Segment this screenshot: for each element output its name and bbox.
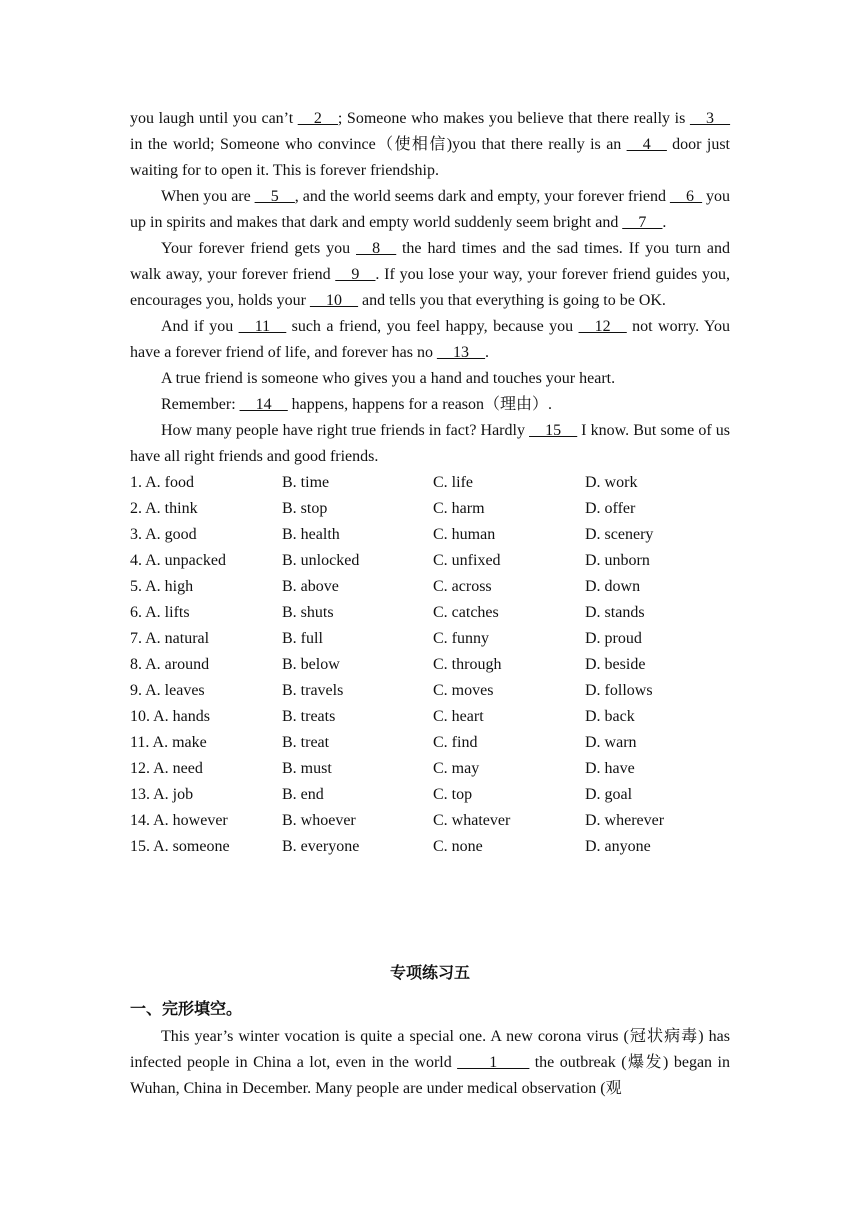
option-b[interactable]: B. health <box>282 526 340 543</box>
paragraph-2-1 <box>130 1024 730 1102</box>
option-b[interactable]: B. everyone <box>282 838 360 855</box>
blank-5[interactable]: __5__ <box>254 188 295 205</box>
paragraph-1 <box>130 106 730 184</box>
option-c[interactable]: C. whatever <box>433 812 511 829</box>
option-c[interactable]: C. catches <box>433 604 499 621</box>
text: A true friend is someone who gives you a hand and touches your heart. <box>161 370 616 387</box>
blank-2[interactable]: __2__ <box>297 110 338 127</box>
option-c[interactable]: C. through <box>433 656 502 673</box>
paragraph-7 <box>130 418 730 470</box>
option-row-8 <box>130 652 730 678</box>
option-b[interactable]: B. end <box>282 786 324 803</box>
paragraph-3 <box>130 236 730 314</box>
text: How many people have right true friends in fact? Hardly <box>161 422 530 439</box>
blank-9[interactable]: __9__ <box>335 266 376 283</box>
paragraph-2 <box>130 184 730 236</box>
option-d[interactable]: D. scenery <box>585 526 654 543</box>
option-a[interactable]: 11. A. make <box>130 734 207 751</box>
option-d[interactable]: D. stands <box>585 604 645 621</box>
option-c[interactable]: C. top <box>433 786 473 803</box>
option-d[interactable]: D. wherever <box>585 812 665 829</box>
text: you laugh until you can’t <box>130 110 298 127</box>
blank-12[interactable]: __12__ <box>578 318 627 335</box>
option-d[interactable]: D. unborn <box>585 552 650 569</box>
section-title: 专项练习五 <box>389 963 470 982</box>
option-b[interactable]: B. time <box>282 474 330 491</box>
option-d[interactable]: D. warn <box>585 734 637 751</box>
option-c[interactable]: C. heart <box>433 708 484 725</box>
option-a[interactable]: 3. A. good <box>130 526 197 543</box>
text: the hard times and the sad times. If you turn and walk away, your forever friend <box>130 240 731 283</box>
option-d[interactable]: D. follows <box>585 682 653 699</box>
option-row-10 <box>130 704 730 730</box>
paragraph-4 <box>130 314 730 366</box>
text: Your forever friend gets you <box>161 240 357 257</box>
option-c[interactable]: C. across <box>433 578 492 595</box>
text: When you are <box>161 188 255 205</box>
part-title: 一、完形填空。 <box>130 999 243 1018</box>
blank-6[interactable]: __6_ <box>670 188 703 205</box>
option-c[interactable]: C. unfixed <box>433 552 501 569</box>
option-c[interactable]: C. harm <box>433 500 485 517</box>
text: door just waiting for to open it. This is forever friendship. <box>130 136 730 179</box>
text: Remember: <box>161 396 240 413</box>
blank-10[interactable]: __10__ <box>309 292 358 309</box>
option-row-7 <box>130 626 730 652</box>
option-d[interactable]: D. offer <box>585 500 636 517</box>
option-a[interactable]: 6. A. lifts <box>130 604 190 621</box>
option-row-4 <box>130 548 730 574</box>
option-row-3 <box>130 522 730 548</box>
paragraph-6 <box>130 392 730 418</box>
blank-13[interactable]: __13__ <box>436 344 485 361</box>
blank-7[interactable]: __7__ <box>622 214 663 231</box>
text: not worry. You have a forever friend of life, and forever has no <box>130 318 731 361</box>
option-b[interactable]: B. above <box>282 578 339 595</box>
blank-14[interactable]: __14__ <box>239 396 288 413</box>
option-a[interactable]: 1. A. food <box>130 474 194 491</box>
option-c[interactable]: C. human <box>433 526 496 543</box>
option-row-1 <box>130 470 730 496</box>
option-d[interactable]: D. proud <box>585 630 642 647</box>
option-row-15 <box>130 834 730 860</box>
blank-3[interactable]: __3__ <box>690 110 730 127</box>
option-a[interactable]: 2. A. think <box>130 500 198 517</box>
blank-8[interactable]: __8__ <box>356 240 397 257</box>
blank-4[interactable]: __4__ <box>626 136 667 153</box>
text: ; Someone who makes you believe that there really is <box>337 110 690 127</box>
option-b[interactable]: B. treats <box>282 708 336 725</box>
option-c[interactable]: C. find <box>433 734 478 751</box>
option-a[interactable]: 12. A. need <box>130 760 203 777</box>
option-a[interactable]: 10. A. hands <box>130 708 210 725</box>
option-row-5 <box>130 574 730 600</box>
option-row-13 <box>130 782 730 808</box>
paragraph-5 <box>130 366 730 392</box>
blank-1[interactable]: ____1____ <box>457 1054 530 1071</box>
option-b[interactable]: B. unlocked <box>282 552 360 569</box>
option-b[interactable]: B. below <box>282 656 340 673</box>
option-c[interactable]: C. funny <box>433 630 489 647</box>
option-d[interactable]: D. work <box>585 474 638 491</box>
text: And if you <box>161 318 239 335</box>
option-d[interactable]: D. back <box>585 708 635 725</box>
option-a[interactable]: 9. A. leaves <box>130 682 205 699</box>
text: . <box>662 214 667 231</box>
option-b[interactable]: B. stop <box>282 500 328 517</box>
option-c[interactable]: C. moves <box>433 682 494 699</box>
option-d[interactable]: D. down <box>585 578 641 595</box>
option-b[interactable]: B. travels <box>282 682 344 699</box>
text: . <box>484 344 489 361</box>
option-a[interactable]: 4. A. unpacked <box>130 552 226 569</box>
option-d[interactable]: D. beside <box>585 656 646 673</box>
option-row-12 <box>130 756 730 782</box>
blank-15[interactable]: __15__ <box>529 422 578 439</box>
option-a[interactable]: 13. A. job <box>130 786 194 803</box>
option-b[interactable]: B. whoever <box>282 812 356 829</box>
option-c[interactable]: C. none <box>433 838 483 855</box>
option-a[interactable]: 5. A. high <box>130 578 194 595</box>
blank-11[interactable]: __11__ <box>238 318 287 335</box>
option-row-14 <box>130 808 730 834</box>
text: you up in spirits and makes that dark and empty world suddenly seem bright and <box>130 188 731 231</box>
text: the outbreak (爆发) began in Wuhan, China in December. Many people are under medical observation (观 <box>130 1054 730 1097</box>
option-a[interactable]: 14. A. however <box>130 812 228 829</box>
option-d[interactable]: D. goal <box>585 786 633 803</box>
options-list <box>130 470 730 860</box>
option-b[interactable]: B. must <box>282 760 332 777</box>
option-c[interactable]: C. life <box>433 474 473 491</box>
option-a[interactable]: 15. A. someone <box>130 838 230 855</box>
option-d[interactable]: D. anyone <box>585 838 651 855</box>
option-row-11 <box>130 730 730 756</box>
text: and tells you that everything is going to be OK. <box>357 292 666 309</box>
text: I know. But some of us have all right friends and good friends. <box>130 422 730 465</box>
cloze-passage-2 <box>130 1024 730 1102</box>
option-a[interactable]: 8. A. around <box>130 656 210 673</box>
option-a[interactable]: 7. A. natural <box>130 630 210 647</box>
text: such a friend, you feel happy, because you <box>286 318 579 335</box>
option-b[interactable]: B. full <box>282 630 323 647</box>
option-row-2 <box>130 496 730 522</box>
text: in the world; Someone who convince（使相信)you that there really is an <box>130 136 627 153</box>
cloze-passage <box>130 106 730 860</box>
option-row-9 <box>130 678 730 704</box>
option-d[interactable]: D. have <box>585 760 635 777</box>
option-b[interactable]: B. treat <box>282 734 330 751</box>
text: happens, happens for a reason（理由）. <box>287 396 553 413</box>
text: This year’s winter vocation is quite a special one. A new corona virus (冠状病毒) has infected people in China a lot, even in the world <box>130 1028 730 1071</box>
text: . If you lose your way, your forever friend guides you, encourages you, holds your <box>130 266 730 309</box>
option-c[interactable]: C. may <box>433 760 480 777</box>
option-b[interactable]: B. shuts <box>282 604 334 621</box>
option-row-6 <box>130 600 730 626</box>
text: , and the world seems dark and empty, your forever friend <box>294 188 671 205</box>
